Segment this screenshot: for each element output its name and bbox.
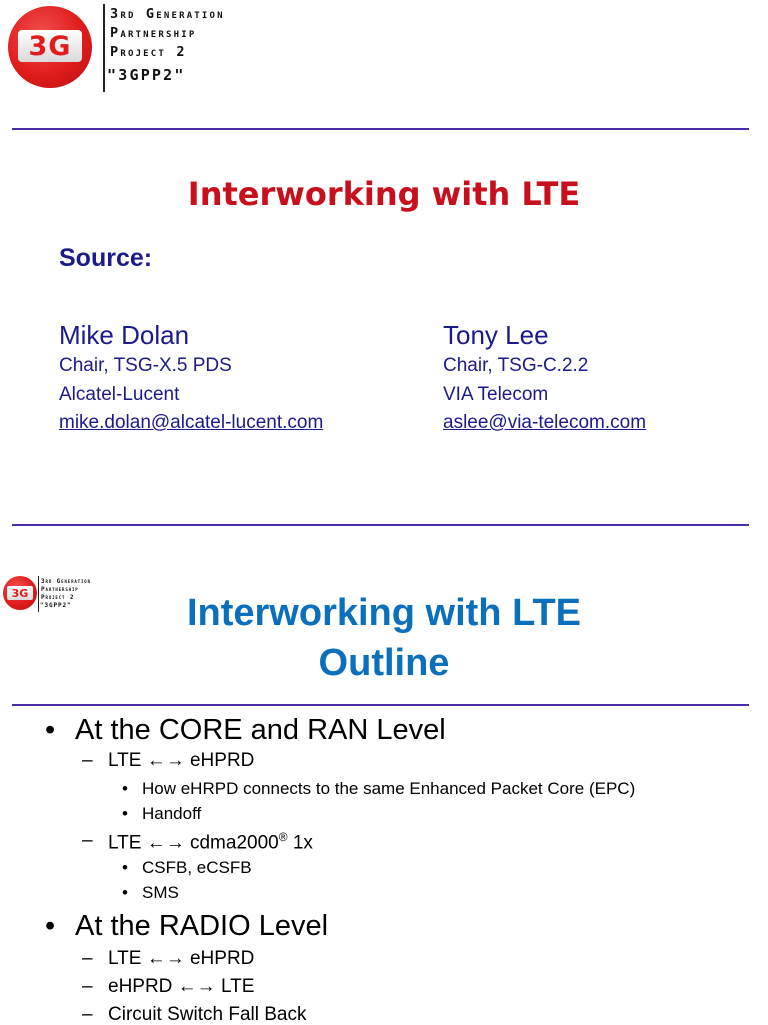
slide2-header-divider	[12, 704, 749, 706]
outline-dash: –	[82, 1004, 93, 1025]
author-1-name: Mike Dolan	[59, 320, 190, 350]
slide1-title: Interworking with LTE	[187, 175, 581, 213]
outline-core-item-2-sub-1: CSFB, eCSFB	[142, 858, 252, 877]
3g-logo-small-mark: 3G	[11, 586, 29, 600]
org-name-line-3: Project 2	[110, 44, 187, 60]
outline-core-item-1-sub-1: How eHRPD connects to the same Enhanced Packet Core (EPC)	[142, 779, 636, 798]
3g-logo-mark: 3G	[28, 30, 72, 62]
outline-dash: –	[82, 830, 93, 851]
outline-core-item-1-sub-2: Handoff	[142, 804, 202, 823]
author-2-email-link[interactable]: aslee@via-telecom.com	[443, 412, 647, 433]
org-small-line-3: Project 2	[41, 594, 75, 601]
author-2-role: Chair, TSG-C.2.2	[443, 355, 589, 376]
outline-dash: –	[82, 750, 93, 771]
org-name-line-1: 3rd Generation	[110, 6, 225, 22]
outline-dash: –	[82, 948, 93, 969]
slide2-title-line-1: Interworking with LTE	[186, 592, 582, 634]
outline-radio-heading: At the RADIO Level	[75, 910, 329, 942]
author-1-company: Alcatel-Lucent	[59, 384, 180, 405]
org-small-line-1: 3rd Generation	[41, 578, 91, 585]
3g-logo-plate	[18, 30, 82, 62]
author-1-email-link[interactable]: mike.dolan@alcatel-lucent.com	[59, 412, 324, 433]
outline-core-item-2-suffix: 1x	[287, 832, 313, 854]
header-divider	[12, 128, 749, 130]
slide2-title-line-2: Outline	[318, 642, 450, 684]
outline-sub-bullet: •	[122, 779, 128, 798]
org-small-line-2: Partnership	[41, 586, 79, 593]
outline-core-item-1: LTE ←→ eHPRD	[108, 750, 255, 771]
outline-sub-bullet: •	[122, 883, 128, 902]
outline-radio-item-3: Circuit Switch Fall Back	[108, 1004, 307, 1025]
outline-radio-item-1: LTE ←→ eHPRD	[108, 948, 255, 969]
outline-core-item-2-sub-2: SMS	[142, 883, 179, 902]
author-1-role: Chair, TSG-X.5 PDS	[59, 355, 232, 376]
outline-dash: –	[82, 976, 93, 997]
org-name-line-2: Partnership	[110, 25, 197, 41]
author-2-company: VIA Telecom	[443, 384, 549, 405]
outline-core-item-2-prefix: LTE ←→ cdma2000	[108, 832, 279, 854]
registered-mark: ®	[278, 830, 288, 844]
outline-core-item-2	[108, 831, 313, 852]
outline-sub-bullet: •	[122, 858, 128, 877]
org-name-line-4: "3GPP2"	[107, 66, 186, 84]
slide-divider	[12, 524, 749, 526]
outline-core-heading: At the CORE and RAN Level	[75, 714, 446, 746]
org-small-line-4: "3GPP2"	[40, 602, 72, 609]
outline-bullet-1: •	[45, 714, 56, 746]
source-label: Source:	[59, 244, 153, 272]
outline-sub-bullet: •	[122, 804, 128, 823]
logo-divider	[103, 4, 105, 92]
outline-bullet-2: •	[45, 910, 56, 942]
author-2-name: Tony Lee	[443, 320, 549, 350]
outline-radio-item-2: eHPRD ←→ LTE	[108, 976, 255, 997]
